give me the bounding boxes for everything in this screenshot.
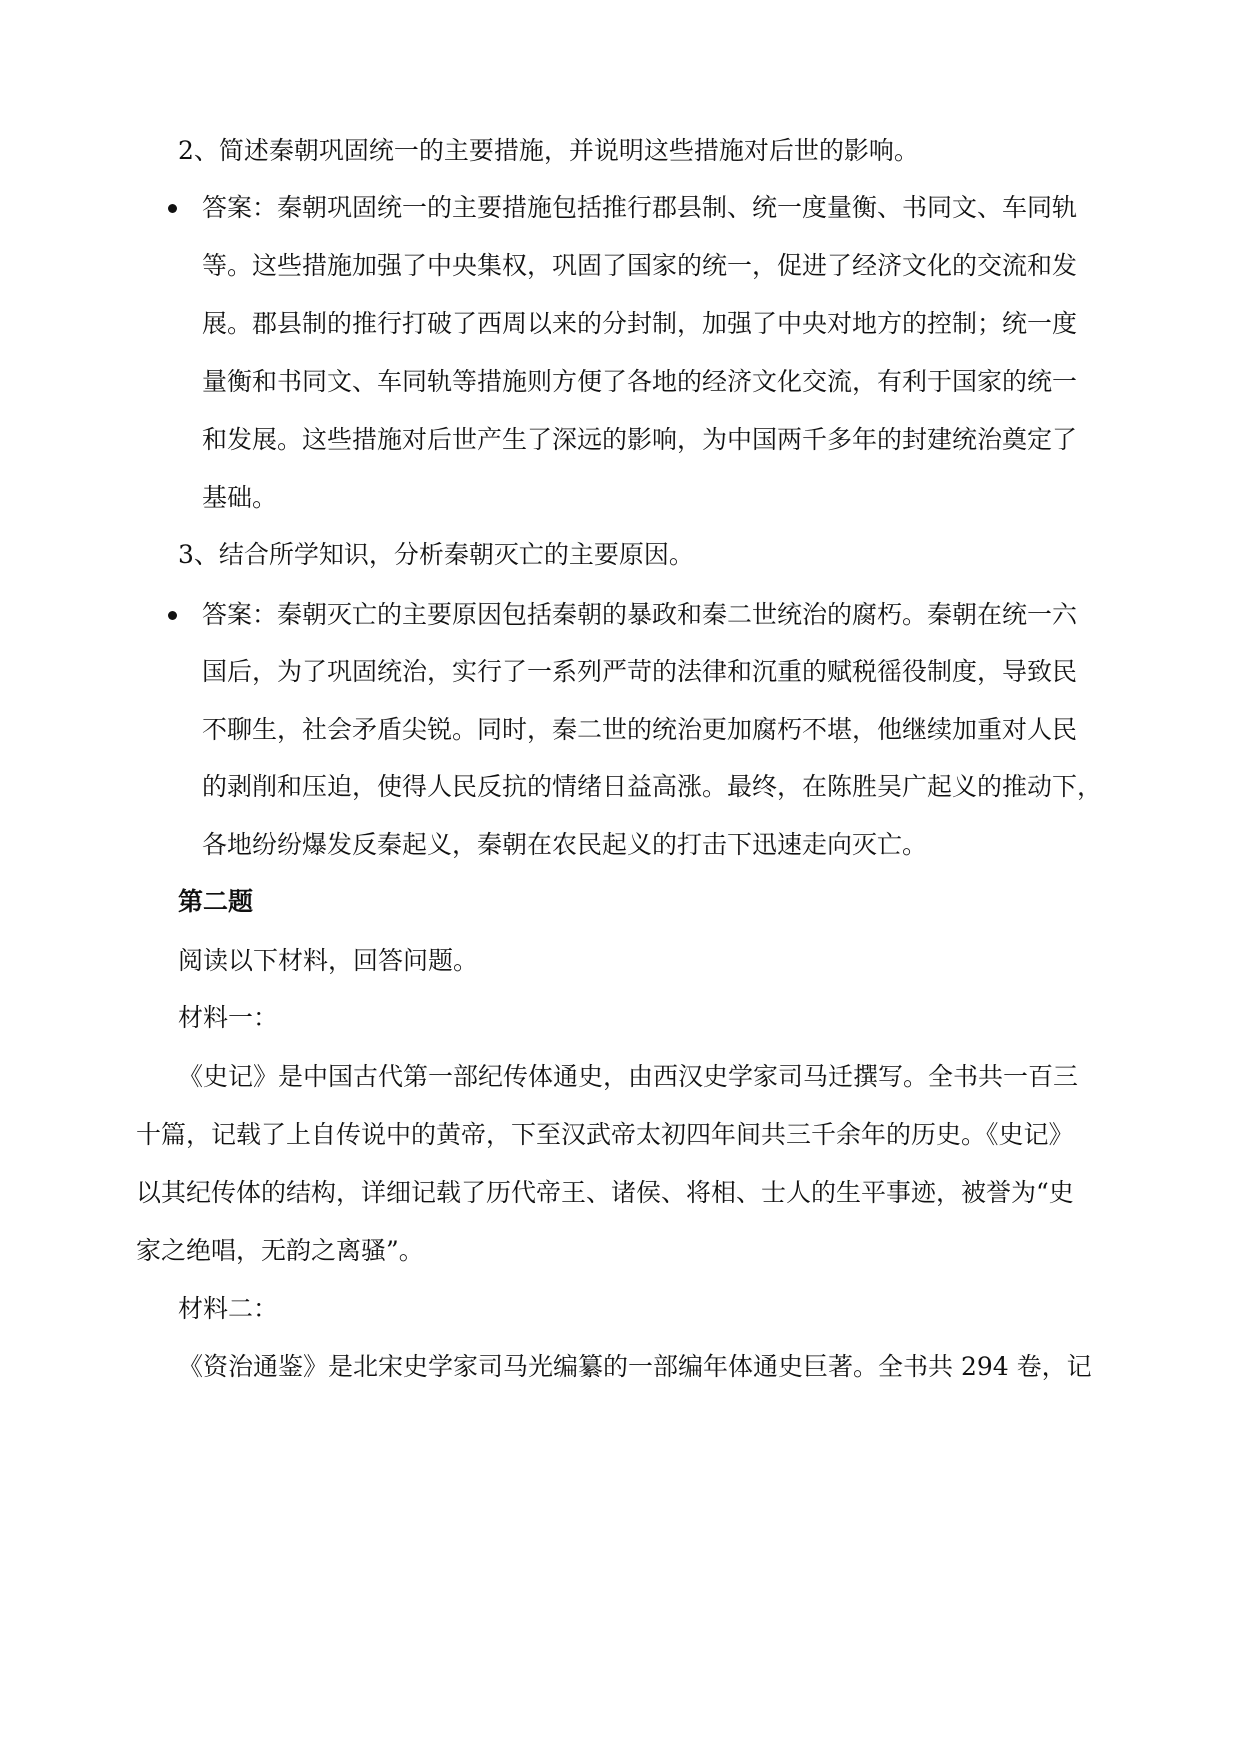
answer-3-line-5: 各地纷纷爆发反秦起义，秦朝在农民起义的打击下迅速走向灭亡。 <box>202 830 928 859</box>
answer-2-line-2: 等。这些措施加强了中央集权，巩固了国家的统一，促进了经济文化的交流和发 <box>202 251 1078 280</box>
material-1-label: 材料一： <box>178 1003 279 1032</box>
section-intro: 阅读以下材料，回答问题。 <box>178 946 479 975</box>
answer-3-line-2: 国后，为了巩固统治，实行了一系列严苛的法律和沉重的赋税徭役制度，导致民 <box>202 657 1078 686</box>
bullet-icon <box>168 204 177 213</box>
material-1-line-2: 十篇，记载了上自传说中的黄帝，下至汉武帝太初四年间共三千余年的历史。《史记》 <box>136 1120 1074 1149</box>
answer-2-line-1: 答案：秦朝巩固统一的主要措施包括推行郡县制、统一度量衡、书同文、车同轨 <box>202 193 1078 222</box>
material-1-line-3: 以其纪传体的结构，详细记载了历代帝王、诸侯、将相、士人的生平事迹，被誉为“史 <box>136 1178 1074 1207</box>
answer-2-line-3: 展。郡县制的推行打破了西周以来的分封制，加强了中央对地方的控制；统一度 <box>202 309 1078 338</box>
material-1-line-4: 家之绝唱，无韵之离骚”。 <box>136 1236 424 1265</box>
bullet-icon <box>168 611 177 620</box>
material-2-label: 材料二： <box>178 1294 279 1323</box>
material-1-line-1: 《史记》是中国古代第一部纪传体通史，由西汉史学家司马迁撰写。全书共一百三 <box>178 1062 1079 1091</box>
question-3: 3、结合所学知识，分析秦朝灭亡的主要原因。 <box>178 540 694 569</box>
answer-3-line-1: 答案：秦朝灭亡的主要原因包括秦朝的暴政和秦二世统治的腐朽。秦朝在统一六 <box>202 600 1078 629</box>
answer-3-line-4: 的剥削和压迫，使得人民反抗的情绪日益高涨。最终，在陈胜吴广起义的推动下， <box>202 772 1103 801</box>
answer-3-line-3: 不聊生，社会矛盾尖锐。同时，秦二世的统治更加腐朽不堪，他继续加重对人民 <box>202 715 1078 744</box>
answer-2-line-6: 基础。 <box>202 483 278 512</box>
question-2: 2、简述秦朝巩固统一的主要措施，并说明这些措施对后世的影响。 <box>178 136 919 165</box>
material-2-line-1: 《资治通鉴》是北宋史学家司马光编纂的一部编年体通史巨著。全书共 294 卷，记 <box>178 1352 1092 1381</box>
answer-2-line-4: 量衡和书同文、车同轨等措施则方便了各地的经济文化交流，有利于国家的统一 <box>202 367 1078 396</box>
section-heading: 第二题 <box>178 887 254 916</box>
answer-2-line-5: 和发展。这些措施对后世产生了深远的影响，为中国两千多年的封建统治奠定了 <box>202 425 1078 454</box>
